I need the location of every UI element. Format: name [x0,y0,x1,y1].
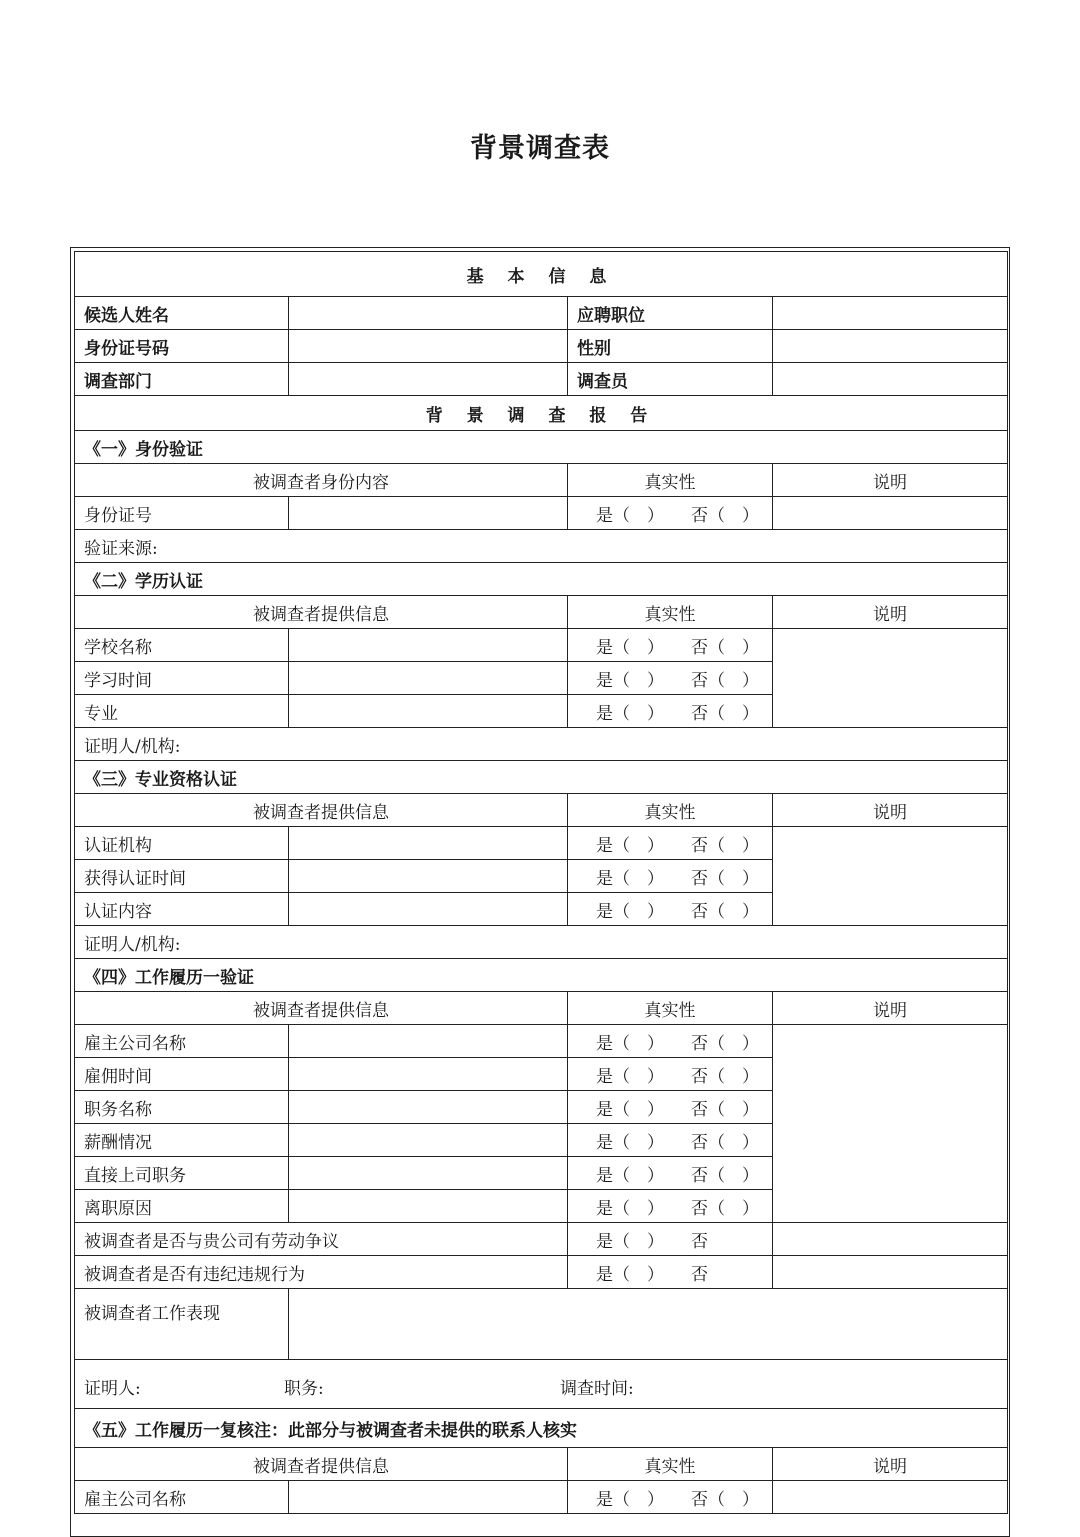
remark-field[interactable] [773,629,1008,728]
item-value-field[interactable] [289,1058,568,1091]
basic-info-header: 基 本 信 息 [75,252,1008,297]
item-value-field[interactable] [289,827,568,860]
provided-info-header: 被调查者提供信息 [75,1448,568,1481]
table-row [75,530,1008,563]
verify-options[interactable]: 是（ ） 否（ ） [568,1025,773,1058]
item-label: 薪酬情况 [75,1124,289,1157]
item-label: 学习时间 [75,662,289,695]
item-label: 雇主公司名称 [75,1481,289,1514]
candidate-name-field[interactable] [289,297,568,330]
page-title: 背景调查表 [470,133,610,164]
item-label: 直接上司职务 [75,1157,289,1190]
remark-field[interactable] [773,1481,1008,1514]
certifier-field[interactable]: 证明人/机构: [75,926,1008,959]
provided-info-header: 被调查者提供信息 [75,992,568,1025]
report-header: 背 景 调 查 报 告 [75,396,1008,431]
table-row [75,1025,1008,1058]
item-label: 获得认证时间 [75,860,289,893]
item-label: 专业 [75,695,289,728]
authenticity-header: 真实性 [568,1448,773,1481]
remark-header: 说明 [773,596,1008,629]
column-header-row [75,992,1008,1025]
table-row [75,1360,1008,1409]
certifier-field[interactable]: 证明人/机构: [75,728,1008,761]
position-label: 应聘职位 [568,297,773,330]
table-row [75,497,1008,530]
section-title-row [75,959,1008,992]
column-header-row [75,1448,1008,1481]
table-row [75,1256,1008,1289]
remark-field[interactable] [773,1025,1008,1223]
verify-options[interactable]: 是（ ） 否（ ） [568,629,773,662]
item-value-field[interactable] [289,1481,568,1514]
question-label: 被调查者是否与贵公司有劳动争议 [75,1223,568,1256]
remark-header: 说明 [773,464,1008,497]
verify-options[interactable]: 是（ ） 否（ ） [568,497,773,530]
gender-field[interactable] [773,330,1008,363]
item-label: 雇主公司名称 [75,1025,289,1058]
signature-row [75,1360,1008,1409]
investigator-field[interactable] [773,363,1008,396]
authenticity-header: 真实性 [568,992,773,1025]
table-row [75,728,1008,761]
item-value-field[interactable] [289,629,568,662]
section4-title: 《四》工作履历一验证 [75,959,1008,992]
table-row [75,1289,1008,1360]
table-row [75,1481,1008,1514]
verify-options[interactable]: 是（ ） 否（ ） [568,1481,773,1514]
item-label: 认证机构 [75,827,289,860]
column-header-row [75,794,1008,827]
column-header-row [75,464,1008,497]
id-number-label: 身份证号码 [75,330,289,363]
investigator-label: 调查员 [568,363,773,396]
id-number-field[interactable] [289,330,568,363]
verify-options[interactable]: 是（ ） 否（ ） [568,1124,773,1157]
remark-field[interactable] [773,827,1008,926]
performance-field[interactable] [289,1289,1008,1360]
item-label: 学校名称 [75,629,289,662]
verify-options[interactable]: 是（ ） 否 [568,1223,773,1256]
remark-header: 说明 [773,794,1008,827]
verify-options[interactable]: 是（ ） 否（ ） [568,1091,773,1124]
item-label: 离职原因 [75,1190,289,1223]
section-title-row [75,431,1008,464]
table-row [75,1223,1008,1256]
department-field[interactable] [289,363,568,396]
section-title-row [75,1409,1008,1448]
verify-options[interactable]: 是（ ） 否 [568,1256,773,1289]
table-row [75,926,1008,959]
survey-time-label[interactable]: 调查时间: [560,1379,634,1399]
remark-header: 说明 [773,992,1008,1025]
section-title-row [75,761,1008,794]
verify-options[interactable]: 是（ ） 否（ ） [568,1058,773,1091]
position-field[interactable] [773,297,1008,330]
column-header-row [75,596,1008,629]
verify-options[interactable]: 是（ ） 否（ ） [568,827,773,860]
provided-info-header: 被调查者提供信息 [75,794,568,827]
verify-options[interactable]: 是（ ） 否（ ） [568,695,773,728]
item-value-field[interactable] [289,497,568,530]
table-row [75,629,1008,662]
verify-options[interactable]: 是（ ） 否（ ） [568,893,773,926]
item-value-field[interactable] [289,1025,568,1058]
remark-field[interactable] [773,497,1008,530]
section1-title: 《一》身份验证 [75,431,1008,464]
section5-title: 《五》工作履历一复核注：此部分与被调查者未提供的联系人核实 [75,1409,1008,1448]
remark-field[interactable] [773,1223,1008,1256]
department-label: 调查部门 [75,363,289,396]
section-title-row [75,563,1008,596]
item-value-field[interactable] [289,662,568,695]
authenticity-header: 真实性 [568,794,773,827]
report-header-row [75,396,1008,431]
item-value-field[interactable] [289,1091,568,1124]
item-value-field[interactable] [289,695,568,728]
candidate-name-label: 候选人姓名 [75,297,289,330]
item-value-field[interactable] [289,1190,568,1223]
gender-label: 性别 [568,330,773,363]
certifier-label[interactable]: 证明人: [84,1379,141,1399]
authenticity-header: 真实性 [568,596,773,629]
verify-options[interactable]: 是（ ） 否（ ） [568,662,773,695]
item-value-field[interactable] [289,1157,568,1190]
verify-options[interactable]: 是（ ） 否（ ） [568,1157,773,1190]
provided-info-header: 被调查者提供信息 [75,596,568,629]
performance-label: 被调查者工作表现 [75,1289,289,1360]
table-row [75,363,1008,396]
table-row [75,827,1008,860]
section3-title: 《三》专业资格认证 [75,761,1008,794]
item-value-field[interactable] [289,860,568,893]
question-label: 被调查者是否有违纪违规行为 [75,1256,568,1289]
table-row [75,297,1008,330]
item-value-field[interactable] [289,893,568,926]
verify-options[interactable]: 是（ ） 否（ ） [568,1190,773,1223]
item-value-field[interactable] [289,1124,568,1157]
authenticity-header: 真实性 [568,464,773,497]
remark-field[interactable] [773,1256,1008,1289]
identity-content-header: 被调查者身份内容 [75,464,568,497]
verification-source[interactable]: 验证来源: [75,530,1008,563]
section2-title: 《二》学历认证 [75,563,1008,596]
item-label: 职务名称 [75,1091,289,1124]
job-title-label[interactable]: 职务: [284,1379,324,1399]
background-check-table [74,251,1008,1514]
item-label: 雇佣时间 [75,1058,289,1091]
remark-header: 说明 [773,1448,1008,1481]
table-row [75,330,1008,363]
item-label: 认证内容 [75,893,289,926]
verify-options[interactable]: 是（ ） 否（ ） [568,860,773,893]
basic-info-header-row [75,252,1008,297]
item-label: 身份证号 [75,497,289,530]
